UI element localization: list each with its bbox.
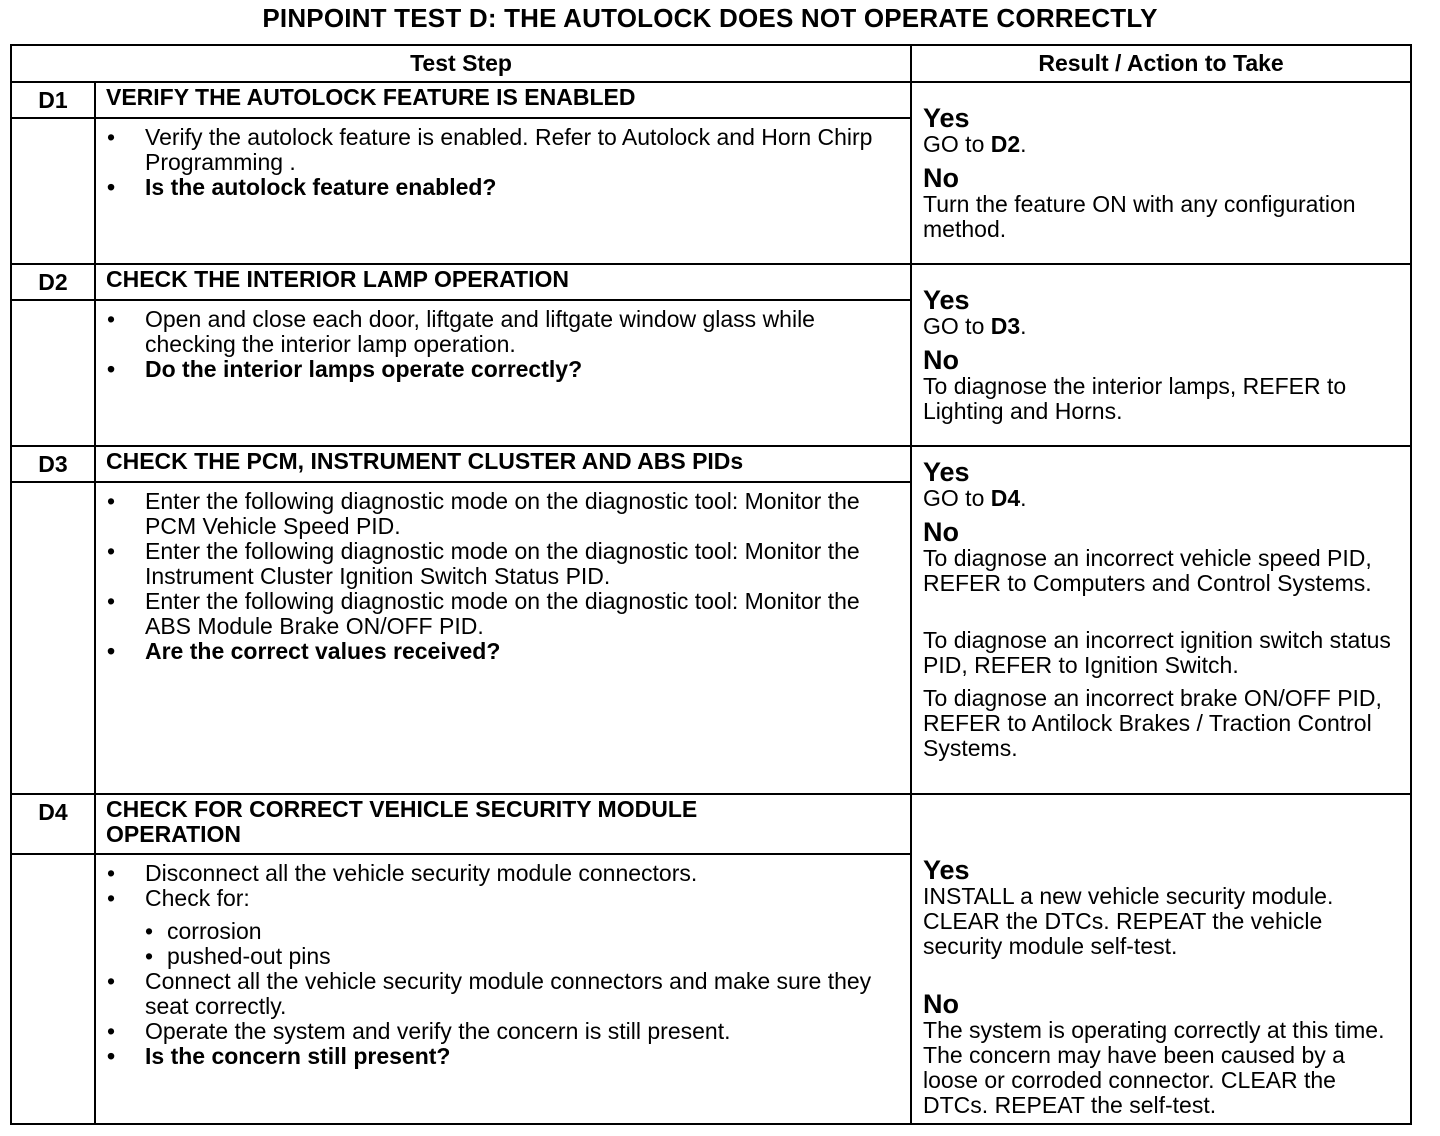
result-d3 <box>911 446 1411 794</box>
yes-action <box>923 132 1406 157</box>
yes-label: Yes <box>923 284 970 315</box>
list-item <box>96 886 910 969</box>
step-id-spacer <box>11 854 95 1124</box>
step-body-d2 <box>95 300 911 446</box>
list-item: • Connect all the vehicle security module connectors and make sure they seat correctly. <box>96 969 910 1019</box>
step-id-spacer <box>11 118 95 264</box>
no-action: To diagnose an incorrect brake ON/OFF PID, REFER to Antilock Brakes / Traction Control Systems. <box>923 685 1382 761</box>
list-item: • Verify the autolock feature is enabled. Refer to Autolock and Horn Chirp Programming . <box>96 125 910 175</box>
header-test-step: Test Step <box>11 45 911 82</box>
sub-list <box>145 919 910 969</box>
step-id-spacer <box>11 300 95 446</box>
yes-action-punct: . <box>1020 312 1027 339</box>
yes-label: Yes <box>923 457 970 487</box>
list-item: • Enter the following diagnostic mode on the diagnostic tool: Monitor the PCM Vehicle Speed PID. <box>96 489 910 539</box>
step-question: • Is the concern still present? <box>96 1044 910 1069</box>
no-action: To diagnose the interior lamps, REFER to Lighting and Horns. <box>923 372 1347 424</box>
list-item: • Operate the system and verify the concern is still present. <box>96 1019 910 1044</box>
sub-list-item: • pushed-out pins <box>145 944 910 969</box>
step-id-d2: D2 <box>11 264 95 300</box>
yes-action <box>923 486 1406 511</box>
step-id-d3: D3 <box>11 446 95 482</box>
list-item-text: Check for: <box>145 885 250 911</box>
yes-label: Yes <box>923 855 970 885</box>
yes-action-punct: . <box>1020 130 1027 157</box>
result-d4 <box>911 794 1411 1124</box>
yes-label: Yes <box>923 102 970 133</box>
pinpoint-test-table <box>10 44 1412 1125</box>
sub-list-item: • corrosion <box>145 919 910 944</box>
step-reference-link[interactable]: D2 <box>990 130 1021 157</box>
no-action: To diagnose an incorrect vehicle speed PID, REFER to Computers and Control Systems. <box>923 545 1372 596</box>
step-id-d1: D1 <box>11 82 95 118</box>
header-result: Result / Action to Take <box>911 45 1411 82</box>
no-label: No <box>923 517 960 547</box>
no-label: No <box>923 162 960 193</box>
result-d1 <box>911 82 1411 264</box>
step-reference-link[interactable]: D4 <box>990 485 1021 511</box>
yes-action-punct: . <box>1020 485 1027 511</box>
step-d3-heading-row <box>11 446 1411 482</box>
result-d2 <box>911 264 1411 446</box>
step-d2-heading-row <box>11 264 1411 300</box>
step-id-spacer <box>11 482 95 794</box>
list-item: • Enter the following diagnostic mode on the diagnostic tool: Monitor the Instrument Cluster Ignition Switch Status PID. <box>96 539 910 589</box>
step-question: • Is the autolock feature enabled? <box>96 175 910 200</box>
yes-action <box>923 314 1406 339</box>
step-heading-d3: CHECK THE PCM, INSTRUMENT CLUSTER AND ABS PIDs <box>95 446 911 482</box>
step-d1-heading-row <box>11 82 1411 118</box>
step-heading-d2: CHECK THE INTERIOR LAMP OPERATION <box>95 264 911 300</box>
step-question: • Do the interior lamps operate correctly? <box>96 357 910 382</box>
table-header-row <box>11 45 1411 82</box>
yes-action: INSTALL a new vehicle security module. CLEAR the DTCs. REPEAT the vehicle security module self-test. <box>923 883 1334 959</box>
step-heading-d4: CHECK FOR CORRECT VEHICLE SECURITY MODULE OPERATION <box>95 794 911 854</box>
step-body-d4 <box>95 854 911 1124</box>
step-id-d4: D4 <box>11 794 95 854</box>
step-d4-heading-row <box>11 794 1411 854</box>
yes-action-text: GO to <box>923 130 991 157</box>
yes-action-text: GO to <box>923 312 991 339</box>
list-item: • Enter the following diagnostic mode on the diagnostic tool: Monitor the ABS Module Brake ON/OFF PID. <box>96 589 910 639</box>
step-body-d3 <box>95 482 911 794</box>
no-label: No <box>923 344 960 375</box>
step-heading-d1: VERIFY THE AUTOLOCK FEATURE IS ENABLED <box>95 82 911 118</box>
step-question: • Are the correct values received? <box>96 639 910 664</box>
yes-action-text: GO to <box>923 485 991 511</box>
step-body-d1 <box>95 118 911 264</box>
list-item: • Disconnect all the vehicle security module connectors. <box>96 861 910 886</box>
no-action: To diagnose an incorrect ignition switch status PID, REFER to Ignition Switch. <box>923 627 1391 678</box>
list-item: • Open and close each door, liftgate and liftgate window glass while checking the interior lamp operation. <box>96 307 910 357</box>
no-action: The system is operating correctly at this time. The concern may have been caused by a loose or corroded connector. CLEAR the DTCs. REPEAT the self-test. <box>923 1017 1385 1118</box>
page-title: PINPOINT TEST D: THE AUTOLOCK DOES NOT OPERATE CORRECTLY <box>262 3 1158 33</box>
step-reference-link[interactable]: D3 <box>990 312 1021 339</box>
no-label: No <box>923 989 960 1019</box>
no-action: Turn the feature ON with any configuration method. <box>923 190 1356 242</box>
